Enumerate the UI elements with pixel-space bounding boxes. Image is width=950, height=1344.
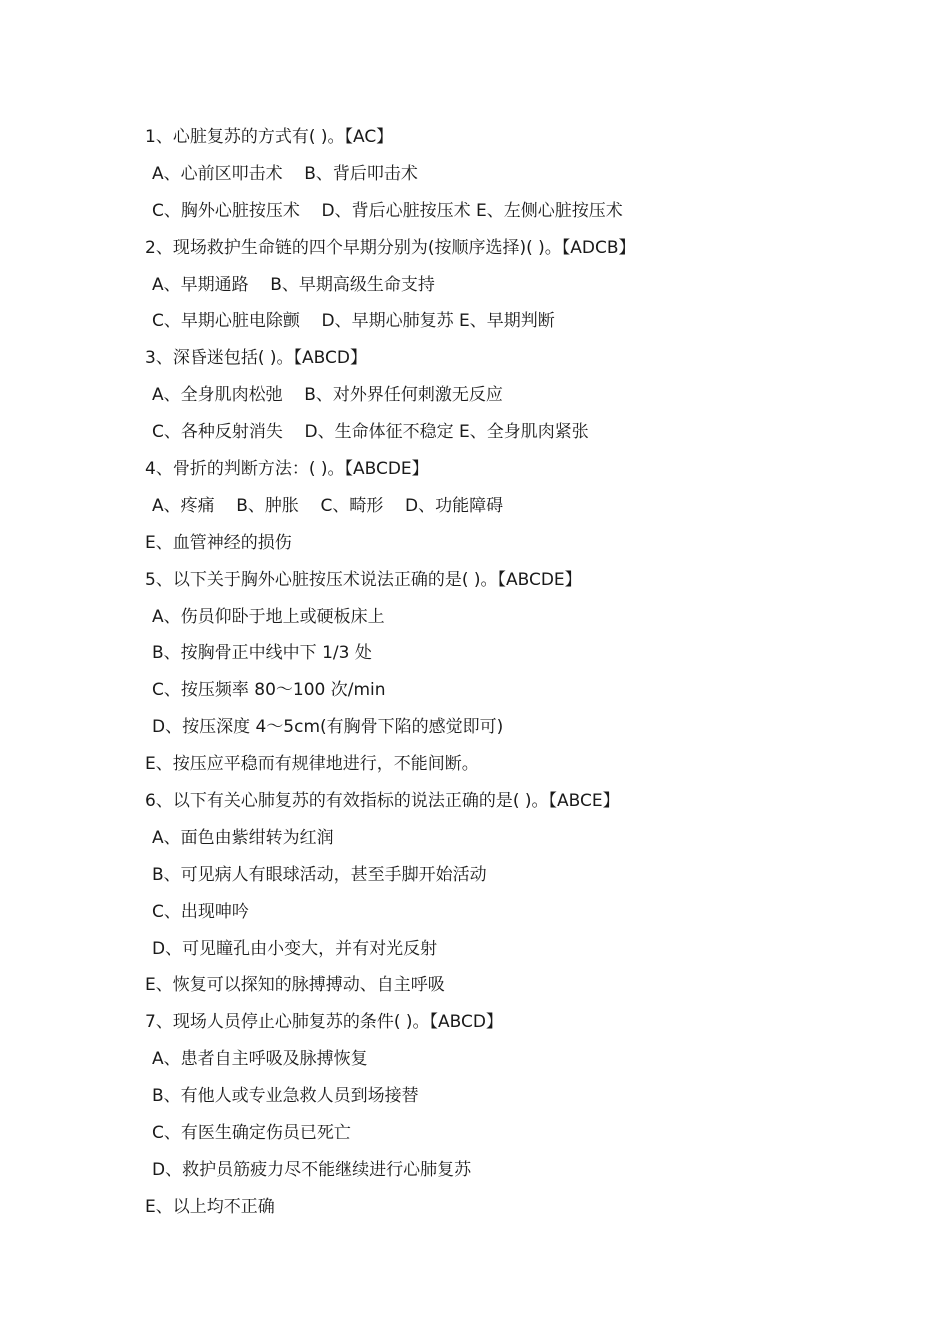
option-line: A、早期通路 B、早期高级生命支持: [152, 274, 435, 295]
option-line: C、有医生确定伤员已死亡: [152, 1123, 351, 1144]
option-line: D、按压深度 4～5cm(有胸骨下陷的感觉即可): [152, 717, 504, 738]
option-line: E、血管神经的损伤: [145, 532, 292, 553]
option-line: B、可见病人有眼球活动，甚至手脚开始活动: [152, 864, 487, 885]
option-line: D、可见瞳孔由小变大，并有对光反射: [152, 938, 438, 959]
option-line: C、早期心脏电除颤 D、早期心肺复苏 E、早期判断: [152, 311, 555, 332]
question-line: 1、心脏复苏的方式有( )。【AC】: [145, 127, 394, 147]
option-line: C、胸外心脏按压术 D、背后心脏按压术 E、左侧心脏按压术: [152, 200, 623, 221]
option-line: A、全身肌肉松弛 B、对外界任何刺激无反应: [152, 385, 503, 406]
option-line: B、有他人或专业急救人员到场接替: [152, 1086, 419, 1107]
question-line: 5、以下关于胸外心脏按压术说法正确的是( )。【ABCDE】: [145, 569, 582, 590]
option-line: B、按胸骨正中线中下 1/3 处: [152, 643, 372, 664]
question-line: 6、以下有关心肺复苏的有效指标的说法正确的是( )。【ABCE】: [145, 791, 620, 812]
question-line: 3、深昏迷包括( )。【ABCD】: [145, 348, 367, 369]
document-body: [145, 122, 865, 1229]
option-line: A、面色由紫绀转为红润: [152, 827, 334, 848]
option-line: E、恢复可以探知的脉搏搏动、自主呼吸: [145, 975, 445, 996]
option-line: A、患者自主呼吸及脉搏恢复: [152, 1049, 368, 1070]
question-line: 7、现场人员停止心肺复苏的条件( )。【ABCD】: [145, 1012, 503, 1033]
question-line: 2、现场救护生命链的四个早期分别为(按顺序选择)( )。【ADCB】: [145, 237, 636, 258]
question-line: 4、骨折的判断方法：( )。【ABCDE】: [145, 459, 429, 480]
option-line: C、各种反射消失 D、生命体征不稳定 E、全身肌肉紧张: [152, 422, 589, 443]
option-line: A、疼痛 B、肿胀 C、畸形 D、功能障碍: [152, 495, 504, 516]
option-line: C、按压频率 80～100 次/min: [152, 680, 386, 701]
option-line: E、以上均不正确: [145, 1196, 275, 1217]
option-line: A、心前区叩击术 B、背后叩击术: [152, 163, 418, 184]
option-line: A、伤员仰卧于地上或硬板床上: [152, 606, 385, 627]
option-line: E、按压应平稳而有规律地进行，不能间断。: [145, 754, 479, 775]
option-line: C、出现呻吟: [152, 901, 249, 922]
option-line: D、救护员筋疲力尽不能继续进行心肺复苏: [152, 1159, 472, 1180]
